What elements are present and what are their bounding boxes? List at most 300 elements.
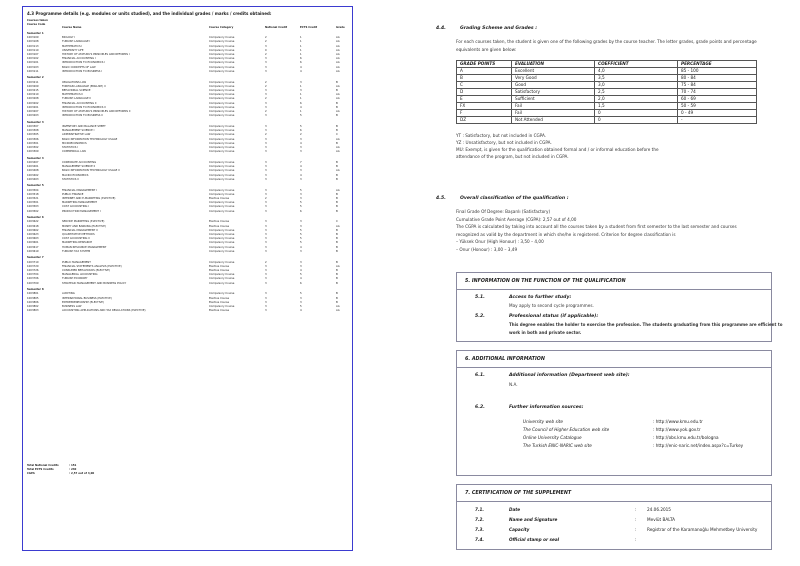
course-name: TURKISH LANGUAGE I: [62, 40, 91, 44]
national-credit: 3: [265, 296, 267, 300]
ects-credit: 1: [300, 84, 302, 88]
course-name: MANAGERIAL ACCOUNTING: [62, 273, 98, 277]
grade: AA: [336, 44, 340, 48]
national-credit: 3: [265, 220, 267, 224]
course-name: BASIC CONCEPTS OF LAW: [62, 65, 96, 69]
ects-credit: 3: [300, 145, 302, 149]
ects-credit: 3: [300, 196, 302, 200]
ects-credit: 3: [300, 296, 302, 300]
certification-value: Mevlüt BALTA: [647, 517, 676, 522]
source-label: University web site: [523, 419, 564, 424]
grade: AA: [336, 309, 340, 313]
course-code: 1003210: [27, 93, 39, 97]
course-name: AUDITING: [62, 292, 75, 296]
ects-credit: 6: [300, 57, 302, 61]
course-code: 1003521: [27, 196, 39, 200]
course-category: Elective Course: [209, 268, 230, 272]
ects-credit: 3: [300, 249, 302, 253]
national-credit: 3: [265, 241, 267, 245]
course-category: Elective Course: [209, 220, 230, 224]
ects-credit: 5: [300, 304, 302, 308]
grade: B: [336, 105, 338, 109]
national-credit: 2: [265, 84, 267, 88]
grade: AA: [336, 61, 340, 65]
certification-colon: :: [635, 537, 637, 542]
certification-value: 24.06.2015: [647, 507, 671, 512]
national-credit: 3: [265, 57, 267, 61]
course-category: Elective Course: [209, 300, 230, 304]
ects-credit: 5: [300, 232, 302, 236]
course-code: 1003302: [27, 145, 39, 149]
course-name: BASIC INFORMATION TECHNOLOGY USAGE: [62, 137, 118, 141]
course-category: Compulsory Course: [209, 281, 235, 285]
course-category: Compulsory Course: [209, 145, 235, 149]
course-code: 1003617: [27, 245, 39, 249]
course-name: HISTORY OF ATATURK'S PRINCIPLES AND REFORMS II: [62, 109, 131, 113]
course-name: ADMINISTRATIVE LAW: [62, 133, 91, 137]
grade-cell: 3,5: [595, 75, 678, 82]
grading-scheme-section: 4.4. Grading Scheme and Grades : For each courses taken, the student is given one of the following grades by the course teacher. The letter grades, grade points and percentage equivalents are given below: GRADE POINTS EVALUATION COEFFICIENT PERCENTAGE A Excellent 4,0 85 - 100 B Very Good 3,5 80 - 84 C Good 3,0 75 - 84 D Satisfactory 2,5 70 - 74 E Sufficient 2,0 60 - 69 FX Fail 1,5 50 - 59 F Fail 0 0 - 49 DZ Not Attended 0 - YT : Satisfactory, but not included in CGPA. YZ : Unsatisfactory, but not included in CGPA. MU: Exempt, is given for the qualification obtained formal and / or informal education before the attendance of the program, but not included in CGPA.: [456, 20, 772, 180]
course-code: 1003108: [27, 40, 39, 44]
course-row: [27, 114, 349, 118]
national-credit: 2: [265, 109, 267, 113]
course-category: Compulsory Course: [209, 201, 235, 205]
grade-cell: C: [457, 82, 512, 89]
course-code: 1003603: [27, 237, 39, 241]
course-category: Compulsory Course: [209, 57, 235, 61]
course-category: Compulsory Course: [209, 173, 235, 177]
grade: B: [336, 232, 338, 236]
national-credit: 3: [265, 177, 267, 181]
grade: AA: [336, 150, 340, 154]
course-code: 1003623: [27, 232, 39, 236]
grade: AA: [336, 40, 340, 44]
course-category: Compulsory Course: [209, 169, 235, 173]
course-category: Compulsory Course: [209, 40, 235, 44]
grade-cell: 50 - 59: [678, 103, 757, 110]
grade-cell: 80 - 84: [678, 75, 757, 82]
course-category: Compulsory Course: [209, 249, 235, 253]
ects-credit: 6: [300, 209, 302, 213]
course-row: [27, 210, 349, 214]
ects-credit: 3: [300, 220, 302, 224]
grade-row: [457, 75, 757, 82]
ects-credit: 3: [300, 264, 302, 268]
national-credit: 0: [265, 48, 267, 52]
certification-label: Name and Signature: [509, 517, 558, 522]
source-label: The Council of Higher Education web site: [523, 427, 610, 432]
grade-row: [457, 110, 757, 117]
ects-credit: 4: [300, 165, 302, 169]
ects-credit: 3: [300, 150, 302, 154]
course-code: 1003518: [27, 192, 39, 196]
course-name: COST ACCOUNTING II: [62, 237, 90, 241]
course-code: 1003618: [27, 224, 39, 228]
ects-credit: 7: [300, 160, 302, 164]
national-credit: 2: [265, 52, 267, 56]
course-category: Compulsory Course: [209, 237, 235, 241]
ects-credit: 3: [300, 260, 302, 264]
grade: AA: [336, 52, 340, 56]
course-name: ENTREPRENEURSHIP (ELECTIVE): [62, 300, 104, 304]
supplement-page: [400, 0, 800, 566]
course-code: 1003402: [27, 173, 39, 177]
grade-cell: 60 - 69: [678, 96, 757, 103]
additional-information-section: 6. ADDITIONAL INFORMATION 6.1. Additional information (Department web site): N.A. 6.2. Further information sources: University web site : http://www.kmu.edu.tr The Council of Higher Education web site : http://www.yok.gov.tr Online University Catalogue : http://obs.kmu.edu.tr/bologna The Turkish ENIC-NARIC web site : http://enic-naric.net/index.aspx?c=Turkey: [456, 350, 772, 476]
course-name: MATHEMATICS I: [62, 44, 83, 48]
course-code: 1003208: [27, 97, 39, 101]
course-category: Compulsory Course: [209, 80, 235, 84]
course-category: Compulsory Course: [209, 129, 235, 133]
grade-cell: 2,5: [595, 89, 678, 96]
grade: B: [336, 177, 338, 181]
grade-cell: Excellent: [512, 68, 595, 75]
course-code: 1003202: [27, 101, 39, 105]
course-code: 1003111: [27, 69, 39, 73]
course-name: STATISTICS II: [62, 177, 79, 181]
course-category: Compulsory Course: [209, 165, 235, 169]
course-category: Compulsory Course: [209, 88, 235, 92]
course-name: INVENTORY AND BALANCE SHEET: [62, 124, 106, 128]
grade-cell: 0: [595, 117, 678, 124]
course-name: FINANCIAL MANAGEMENT I: [62, 188, 97, 192]
national-credit: 3: [265, 192, 267, 196]
national-credit: 3: [265, 145, 267, 149]
grade-cell: 85 - 100: [678, 68, 757, 75]
grade: B: [336, 296, 338, 300]
source-link[interactable]: : http://www.kmu.edu.tr: [653, 419, 703, 424]
course-name: INTERNATIONAL BUSINESS (ELECTIVE): [62, 296, 112, 300]
national-credit: 2: [265, 36, 267, 40]
grade: B: [336, 209, 338, 213]
grading-intro: For each courses taken, the student is given one of the following grades by the course teacher. The letter grades, grade points and percentage equivalents are given below:: [456, 39, 757, 52]
course-category: Compulsory Course: [209, 105, 235, 109]
national-credit: 2: [265, 40, 267, 44]
grade-cell: 0: [595, 110, 678, 117]
national-credit: 3: [265, 209, 267, 213]
grade-cell: -: [678, 117, 757, 124]
grade: B: [336, 273, 338, 277]
national-credit: 3: [265, 277, 267, 281]
course-code: 1003805: [27, 296, 39, 300]
course-code: 1003709: [27, 281, 39, 285]
grade: AA: [336, 264, 340, 268]
ects-credit: 3: [300, 177, 302, 181]
course-name: MANAGEMENT SCIENCE I: [62, 129, 95, 133]
course-name: FINANCIAL MANAGEMENT II: [62, 228, 98, 232]
certification-number: 7.4.: [475, 537, 485, 542]
national-credit: 3: [265, 65, 267, 69]
grade: AA: [336, 84, 340, 88]
national-credit: 3: [265, 150, 267, 154]
course-name: BIOLOGY I: [62, 36, 76, 40]
grade: B: [336, 124, 338, 128]
ects-credit: 4: [300, 268, 302, 272]
ects-credit: 5: [300, 124, 302, 128]
course-category: Elective Course: [209, 196, 230, 200]
course-category: Compulsory Course: [209, 48, 235, 52]
certification-colon: :: [635, 517, 637, 522]
national-credit: 3: [265, 88, 267, 92]
course-name: BUSINESS LAW: [62, 304, 82, 308]
course-code: 1003622: [27, 220, 39, 224]
course-name: COMMERCIAL LAW: [62, 150, 86, 154]
course-code: 1003201: [27, 105, 39, 109]
course-name: MARKETING RESEARCH: [62, 241, 93, 245]
ects-credit: 3: [300, 169, 302, 173]
course-category: Compulsory Course: [209, 84, 235, 88]
grade-cell: Fail: [512, 103, 595, 110]
transcript-frame: 4.3 Programme details (e.g. modules or units studied), and the individual grades / marks / credits obtained: Courses taken Course Code Course Name Course Category National Credit ECTS Credit Grade Semester 1 1003109 BIOLOGY I Compulsory Course 2 1 AA 1003108 TURKISH LANGUAGE I Compulsory Course 2 1 AA 1003113 MATHEMATICS I Compulsory Course 3 1 AA 1003110 UNIVERSITY LIFE Compulsory Course 0 1 AA 1003107 HISTORY OF ATATURK'S PRINCIPLES AND REFORMS I Compulsory Course 2 1 AA 1003102 FINANCIAL ACCOUNTING I Compulsory Course 3 6 AA 1003101 INTRODUCTION TO ECONOMICS I Compulsory Course 3 6 AA 1003103 BASIC CONCEPTS OF LAW Compulsory Course 3 4 AA 1003111 INTRODUCTION TO BUSINESS I Compulsory Course 3 4 AA Semester 2 1003211 OBLIGATIONS LAW Compulsory Course 2 3 B 1003209 FOREIGN LANGUAGE (ENGLISH) II Compulsory Course 2 1 AA 1003215 BEHAVIORAL SCIENCE Compulsory Course 3 3 B 1003210 MATHEMATICS II Compulsory Course 3 1 AA 1003208 TURKISH LANGUAGE II Compulsory Course 2 1 AA 1003202 FINANCIAL ACCOUNTING II Compulsory Course 3 6 B 1003201 INTRODUCTION TO ECONOMICS II Compulsory Course 3 4 B 1003207 HISTORY OF ATATURK'S PRINCIPLES AND REFORMS II Compulsory Course 2 1 AA 1003203 INTRODUCTION TO BUSINESS II Compulsory Course 3 5 B Semester 3 1003307 INVENTORY AND BALANCE SHEET Compulsory Course 3 5 B 1003308 MANAGEMENT SCIENCE I Compulsory Course 3 6 B 1003305 ADMINISTRATIVE LAW Compulsory Course 2 2 C 1003306 BASIC INFORMATION TECHNOLOGY USAGE Compulsory Course 3 3 AA 1003301 MICROECONOMICS Compulsory Course 3 4 B 1003302 STATISTICS I Compulsory Course 3 3 AA 1003309 COMMERCIAL LAW Compulsory Course 3 3 AA Semester 4 1003407 CORPORATE ACCOUNTING Compulsory Course 3 7 B 1003401 MANAGEMENT SCIENCE II Compulsory Course 3 4 B 1003408 BASIC INFORMATION TECHNOLOGY USAGE II Compulsory Course 3 3 AA 1003402 MACRO ECONOMICS Compulsory Course 3 4 B 1003403 STATISTICS II Compulsory Course 3 3 B Semester 5 1003504 FINANCIAL MANAGEMENT I Compulsory Course 3 5 AA 1003518 PUBLIC FINANCE Compulsory Course 3 3 B 1003521 INTERNET AND E-MARKETING (ELECTIVE) Elective Course 2 3 B 1003501 MARKETING MANAGEMENT Compulsory Course 3 5 B 1003503 COST ACCOUNTING I Compulsory Course 3 5 B 1003502 PRODUCTION MANAGEMENT I Compulsory Course 3 6 B Semester 6 1003622 SERVICE MARKETING (ELECTIVE) Elective Course 3 3 C 1003618 MONEY AND BANKING (ELECTIVE) Elective Course 3 3 AA 1003602 FINANCIAL MANAGEMENT II Compulsory Course 3 5 B 1003623 QUANTITATIVE METHODS Compulsory Course 3 5 B 1003603 COST ACCOUNTING II Compulsory Course 3 5 B 1003601 MARKETING RESEARCH Compulsory Course 3 5 B 1003617 HUMAN RESOURCE MANAGEMENT Compulsory Course 3 4 B 1003619 TURKISH TAX SYSTEM Compulsory Course 3 3 B Semester 7 1003710 PUBLIC MANAGEMENT Compulsory Course 2 3 B 1003720 FINANCIAL STATEMENTS ANALYSIS (ELECTIVE) Elective Course 3 3 AA 1003726 CONSUMER BEHAVIOURS (ELECTIVE) Elective Course 3 4 B 1003704 MANAGERIAL ACCOUNTING Compulsory Course 3 5 B 1003706 TURKISH ECONOMY Compulsory Course 3 4 B 1003709 STRATEGIC MANAGEMENT AND BUSINESS POLICY Compulsory Course 3 6 B Semester 8 1003801 AUDITING Compulsory Course 3 5 B 1003805 INTERNATIONAL BUSINESS (ELECTIVE) Elective Course 3 3 B 1003806 ENTREPRENEURSHIP (ELECTIVE) Elective Course 3 3 B 1003802 BUSINESS LAW Compulsory Course 3 5 AA 1003803 ACCOUNTING APPLICATIONS AND TAX REGULATIONS (ELECTIVE) Elective Course 3 4 AA Total National Credits : 151 Total ECTS Credits : 240 CGPA : 2,57 out of 4,00: [22, 6, 353, 551]
semester-heading: Semester 1: [27, 32, 44, 35]
course-code: 1003309: [27, 150, 39, 154]
grade: C: [336, 133, 338, 137]
ects-credit: 5: [300, 201, 302, 205]
course-row: [27, 150, 349, 154]
grade: B: [336, 80, 338, 84]
course-category: Compulsory Course: [209, 260, 235, 264]
national-credit: 3: [265, 273, 267, 277]
grade-cell: B: [457, 75, 512, 82]
national-credit: 3: [265, 224, 267, 228]
grade: AA: [336, 304, 340, 308]
national-credit: 3: [265, 141, 267, 145]
national-credit: 2: [265, 97, 267, 101]
course-name: ACCOUNTING APPLICATIONS AND TAX REGULATIONS (ELECTIVE): [62, 309, 146, 313]
grade-cell: Not Attended: [512, 117, 595, 124]
course-category: Compulsory Course: [209, 69, 235, 73]
semester-heading: Semester 4: [27, 156, 44, 160]
grade-row: [457, 96, 757, 103]
course-name: MANAGEMENT SCIENCE II: [62, 165, 96, 169]
certification-section: 7. CERTIFICATION OF THE SUPPLEMENT 7.1. Date : 24.06.2015 7.2. Name and Signature : Mevlüt BALTA 7.3. Capacity : Registrar of the Karamanoğlu Mehmetbey University 7.4. Official stamp or seal :: [456, 484, 772, 550]
national-credit: 3: [265, 268, 267, 272]
course-category: Compulsory Course: [209, 36, 235, 40]
national-credit: 3: [265, 281, 267, 285]
national-credit: 3: [265, 300, 267, 304]
grade-cell: 75 - 84: [678, 82, 757, 89]
grade: B: [336, 88, 338, 92]
ects-credit: 1: [300, 52, 302, 56]
national-credit: 3: [265, 228, 267, 232]
grade: AA: [336, 109, 340, 113]
course-row: [27, 282, 349, 286]
grade: B: [336, 249, 338, 253]
course-code: 1003502: [27, 209, 39, 213]
grade-cell: F: [457, 110, 512, 117]
ects-credit: 3: [300, 192, 302, 196]
course-name: FINANCIAL ACCOUNTING I: [62, 57, 96, 61]
certification-number: 7.3.: [475, 527, 485, 532]
course-name: MICROECONOMICS: [62, 141, 87, 145]
grade: B: [336, 196, 338, 200]
ects-credit: 3: [300, 224, 302, 228]
course-name: FOREIGN LANGUAGE (ENGLISH) II: [62, 84, 106, 88]
course-category: Compulsory Course: [209, 228, 235, 232]
course-code: 1003211: [27, 80, 39, 84]
course-code: 1003720: [27, 264, 39, 268]
national-credit: 3: [265, 309, 267, 313]
ects-credit: 5: [300, 292, 302, 296]
course-row: [27, 70, 349, 74]
grade-row: [457, 89, 757, 96]
national-credit: 3: [265, 160, 267, 164]
ects-credit: 3: [300, 88, 302, 92]
course-row: [27, 178, 349, 182]
ects-credit: 1: [300, 97, 302, 101]
national-credit: 3: [265, 201, 267, 205]
programme-details-title: 4.3 Programme details (e.g. modules or units studied), and the individual grades / marks / credits obtained:: [27, 11, 272, 16]
grade: B: [336, 260, 338, 264]
course-name: MARKETING MANAGEMENT: [62, 201, 98, 205]
source-link[interactable]: : http://www.yok.gov.tr: [653, 427, 701, 432]
grade-table: GRADE POINTS EVALUATION COEFFICIENT PERCENTAGE A Excellent 4,0 85 - 100 B Very Good 3,5 80 - 84 C Good 3,0 75 - 84 D Satisfactory 2,5 70 - 74 E Sufficient 2,0 60 - 69 FX Fail 1,5 50 - 59 F Fail 0 0 - 49 DZ Not Attended 0 -: [456, 60, 757, 124]
national-credit: 3: [265, 105, 267, 109]
source-link[interactable]: : http://obs.kmu.edu.tr/bologna: [653, 435, 719, 440]
ects-credit: 5: [300, 273, 302, 277]
course-name: CONSUMER BEHAVIOURS (ELECTIVE): [62, 268, 110, 272]
course-category: Compulsory Course: [209, 141, 235, 145]
course-code: 1003601: [27, 241, 39, 245]
course-category: Elective Course: [209, 309, 230, 313]
ects-credit: 6: [300, 101, 302, 105]
national-credit: 3: [265, 188, 267, 192]
certification-value: Registrar of the Karamanoğlu Mehmetbey University: [647, 527, 758, 532]
grade-row: [457, 103, 757, 110]
ects-credit: 6: [300, 281, 302, 285]
national-credit: 3: [265, 169, 267, 173]
course-category: Compulsory Course: [209, 109, 235, 113]
course-code: 1003806: [27, 300, 39, 304]
course-code: 1003803: [27, 309, 39, 313]
grade-cell: 4,0: [595, 68, 678, 75]
course-code: 1003501: [27, 201, 39, 205]
course-name: FINANCIAL STATEMENTS ANALYSIS (ELECTIVE): [62, 264, 122, 268]
semester-heading: Semester 5: [27, 184, 44, 188]
certification-label: Date: [509, 507, 521, 512]
source-link[interactable]: : http://enic-naric.net/index.aspx?c=Turkey: [653, 443, 744, 448]
national-credit: 3: [265, 237, 267, 241]
national-credit: 3: [265, 44, 267, 48]
semester-heading: Semester 8: [27, 288, 44, 292]
grade-cell: 70 - 74: [678, 89, 757, 96]
course-category: Compulsory Course: [209, 241, 235, 245]
course-category: Elective Course: [209, 224, 230, 228]
national-credit: 3: [265, 292, 267, 296]
ects-credit: 1: [300, 109, 302, 113]
course-name: TURKISH ECONOMY: [62, 277, 88, 281]
course-name: PRODUCTION MANAGEMENT I: [62, 209, 101, 213]
grade-cell: 1,5: [595, 103, 678, 110]
course-name: FINANCIAL ACCOUNTING II: [62, 101, 97, 105]
national-credit: 3: [265, 173, 267, 177]
course-category: Compulsory Course: [209, 44, 235, 48]
course-category: Compulsory Course: [209, 292, 235, 296]
grade-cell: DZ: [457, 117, 512, 124]
classification-text: Final Grade Of Degree: Başarılı (Satisfactory) Cumulative Grade Point Average (CGPA): 2,57 out of 4,00 The CGPA is calculated by taking into account all the courses taken by a student from first semester to the last semester and courses recognized as valid by the department in which she/he is registered. Criterion for degree classification is – Yüksek Onur (High Honour) : 3,50 – 4,00 – Onur (Honour) : 3,00 – 3,49: [456, 209, 737, 252]
grade: AA: [336, 93, 340, 97]
grade: AA: [336, 65, 340, 69]
grade: AA: [336, 188, 340, 192]
course-category: Compulsory Course: [209, 177, 235, 181]
grade: B: [336, 165, 338, 169]
grade: B: [336, 141, 338, 145]
grade: AA: [336, 69, 340, 73]
course-name: MATHEMATICS II: [62, 93, 83, 97]
course-code: 1003209: [27, 84, 39, 88]
course-code: 1003207: [27, 109, 39, 113]
course-category: Compulsory Course: [209, 273, 235, 277]
course-category: Elective Course: [209, 264, 230, 268]
national-credit: 3: [265, 232, 267, 236]
grade: B: [336, 129, 338, 133]
semester-heading: Semester 3: [27, 120, 44, 124]
course-category: Compulsory Course: [209, 137, 235, 141]
course-category: Compulsory Course: [209, 205, 235, 209]
course-code: 1003103: [27, 65, 39, 69]
course-name: INTERNET AND E-MARKETING (ELECTIVE): [62, 196, 116, 200]
ects-credit: 1: [300, 36, 302, 40]
course-category: Compulsory Course: [209, 192, 235, 196]
course-category: Compulsory Course: [209, 304, 235, 308]
course-code: 1003307: [27, 124, 39, 128]
course-code: 1003203: [27, 114, 39, 118]
course-code: 1003308: [27, 129, 39, 133]
course-name: PUBLIC FINANCE: [62, 192, 84, 196]
course-code: 1003107: [27, 52, 39, 56]
grade: B: [336, 201, 338, 205]
course-name: STRATEGIC MANAGEMENT AND BUSINESS POLICY: [62, 281, 127, 285]
course-name: MONEY AND BANKING (ELECTIVE): [62, 224, 106, 228]
course-category: Compulsory Course: [209, 101, 235, 105]
course-code: 1003706: [27, 277, 39, 281]
course-code: 1003407: [27, 160, 39, 164]
grade: AA: [336, 57, 340, 61]
ects-credit: 1: [300, 48, 302, 52]
national-credit: 3: [265, 124, 267, 128]
national-credit: 3: [265, 61, 267, 65]
course-category: Compulsory Course: [209, 150, 235, 154]
grade-row: [457, 68, 757, 75]
course-name: PUBLIC MANAGEMENT: [62, 260, 91, 264]
certification-colon: :: [635, 507, 637, 512]
course-category: Compulsory Course: [209, 232, 235, 236]
course-name: TURKISH TAX SYSTEM: [62, 249, 91, 253]
course-code: 1003726: [27, 268, 39, 272]
course-name: OBLIGATIONS LAW: [62, 80, 87, 84]
grade-row: [457, 117, 757, 124]
certification-colon: :: [635, 527, 637, 532]
national-credit: 2: [265, 196, 267, 200]
course-name: BEHAVIORAL SCIENCE: [62, 88, 91, 92]
national-credit: 2: [265, 260, 267, 264]
grade: B: [336, 237, 338, 241]
grade: B: [336, 205, 338, 209]
ects-credit: 5: [300, 114, 302, 118]
grade-cell: FX: [457, 103, 512, 110]
source-label: The Turkish ENIC-NARIC web site: [523, 443, 592, 448]
overall-classification-section: 4.5. Overall classification of the qualification : Final Grade Of Degree: Başarılı (Satisfactory) Cumulative Grade Point Average (CGPA): 2,57 out of 4,00 The CGPA is calculated by taking into account all the courses taken by a student from first semester to the last semester and courses recognized as valid by the department in which she/he is registered. Criterion for degree classification is – Yüksek Onur (High Honour) : 3,50 – 4,00 – Onur (Honour) : 3,00 – 3,49: [456, 190, 772, 262]
qualification-function-section: 5. INFORMATION ON THE FUNCTION OF THE QUALIFICATION 5.1. Access to further study: May apply to second cycle programmes. 5.2. Professional status (if applicable): This degree enables the holder to exercise the profession. The students graduating from this programme are efficient to work in both and private sector.: [456, 272, 772, 342]
grade: B: [336, 292, 338, 296]
course-code: 1003403: [27, 177, 39, 181]
course-code: 1003113: [27, 44, 39, 48]
ects-credit: 4: [300, 105, 302, 109]
course-code: 1003802: [27, 304, 39, 308]
course-name: INTRODUCTION TO BUSINESS I: [62, 69, 102, 73]
course-category: Compulsory Course: [209, 133, 235, 137]
source-label: Online University Catalogue: [523, 435, 582, 440]
